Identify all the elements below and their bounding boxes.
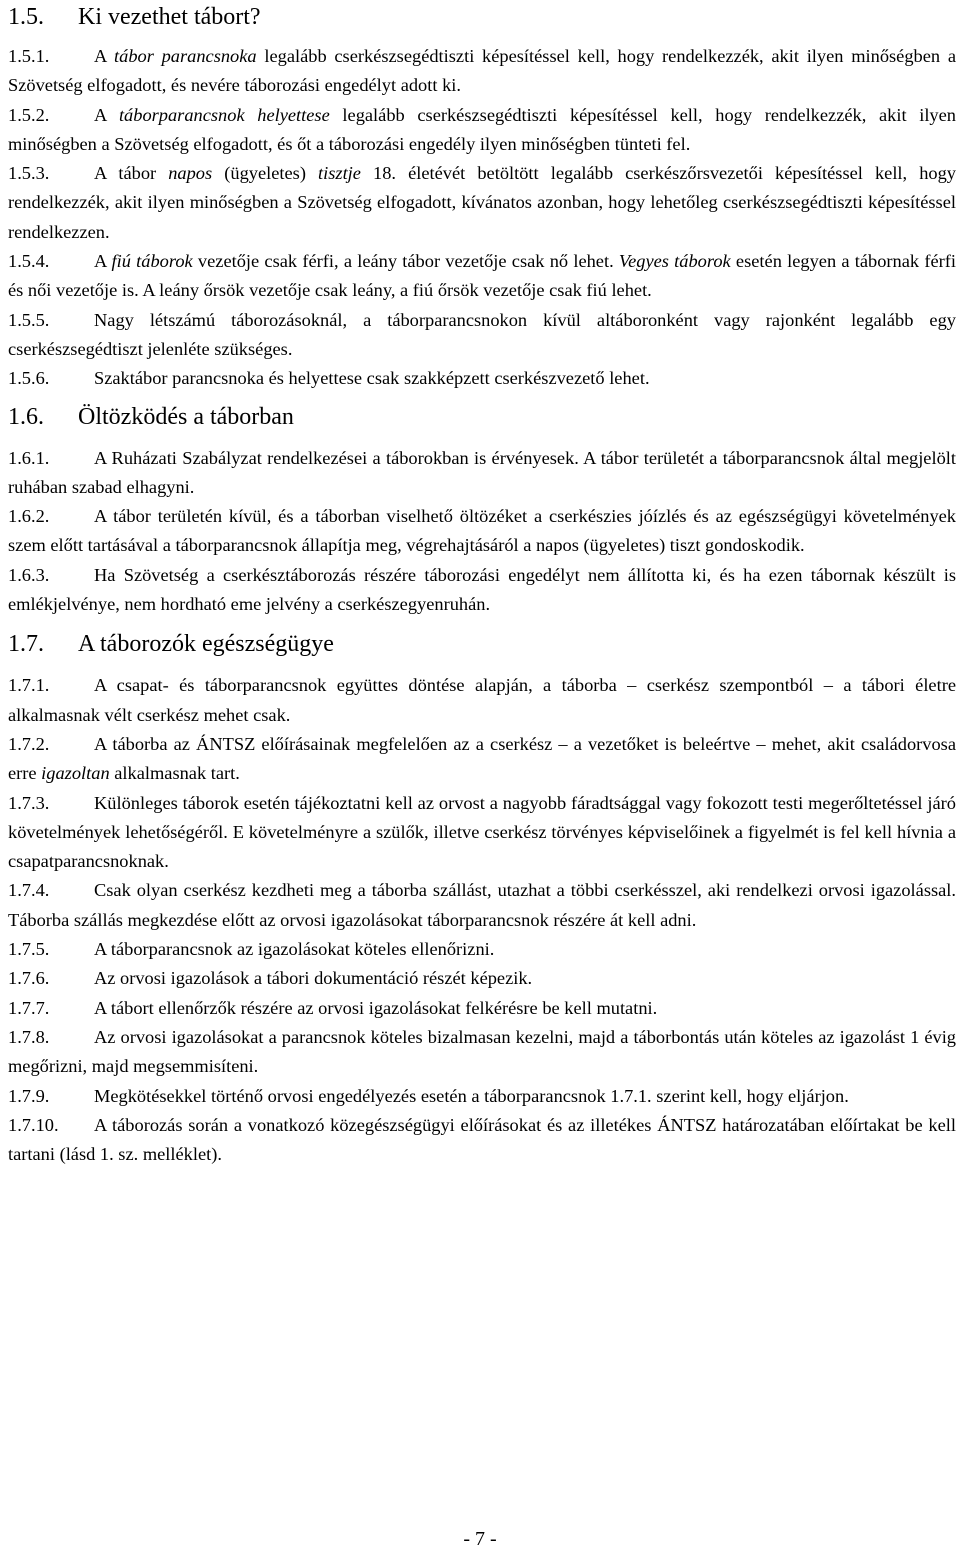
- paragraph-text: legalább cserkészsegédtiszti képesítéssel kell, hogy rendelkezzék, akit ilyen minőségben a Szövetség elfogadott, és őt a táborozási engedély ilyen minőségben tünteti fel.: [8, 104, 956, 154]
- paragraph-number: 1.7.9.: [8, 1085, 50, 1106]
- paragraph-1-6-1: [8, 444, 956, 503]
- paragraph-text: A táborba az ÁNTSZ előírásainak megfelelően az a cserkész – a vezetőket is beleértve – mehet, akit családorvosa erre: [8, 733, 956, 784]
- section-number: 1.6.: [8, 403, 44, 430]
- paragraph-text: legalább cserkészsegédtiszti képesítéssel kell, hogy rendelkezzék, akit ilyen minőségben a Szövetség elfogadott, és nevére táborozási engedélyt adott ki.: [8, 46, 956, 96]
- paragraph-1-6-3: [8, 561, 956, 620]
- paragraph-number: 1.7.2.: [8, 733, 50, 754]
- paragraph-1-7-1: [8, 671, 956, 730]
- paragraph-number: 1.5.3.: [8, 163, 50, 184]
- paragraph-1-7-10: [8, 1111, 956, 1170]
- paragraph-1-7-4: [8, 876, 956, 935]
- paragraph-text: (ügyeletes): [212, 163, 319, 184]
- section-heading-1-5: [8, 2, 956, 32]
- paragraph-text: alkalmasnak tart.: [109, 763, 240, 784]
- paragraph-text: A tábor: [94, 163, 169, 184]
- paragraph-text: Ha Szövetség a cserkésztáborozás részére táborozási engedélyt nem állította ki, és ha ezen tábornak készült is emlékjelvénye, nem hordható eme jelvény a cserkészegyenruhán.: [8, 564, 956, 615]
- paragraph-text: Különleges táborok esetén tájékoztatni kell az orvost a nagyobb fáradtsággal vagy fokozott testi megerőltetéssel járó követelmények lehetőségéről. E követelményre a szülők, illetve cserkész törvényes képviselőinek a figyelmét is fel kell hívnia a csapatparancsnoknak.: [8, 792, 956, 872]
- paragraph-1-5-4: [8, 247, 956, 306]
- emphasized-text: táborparancsnok helyettese: [118, 104, 330, 125]
- paragraph-number: 1.5.5.: [8, 309, 50, 330]
- emphasized-text: fiú táborok: [111, 251, 193, 272]
- paragraph-text: Nagy létszámú táborozásoknál, a táborparancsnokon kívül altáboronként vagy rajonként legalább egy cserkészsegédtiszt jelenléte szükséges.: [8, 309, 956, 359]
- paragraph-text: esetén legyen a tábornak férfi és női vezetője is. A leány őrsök vezetője csak leány, a fiú őrsök vezetője csak fiú lehet.: [8, 251, 956, 301]
- paragraph-1-7-2: [8, 730, 956, 789]
- paragraph-text: Az orvosi igazolások a tábori dokumentáció részét képezik.: [94, 968, 533, 989]
- document-page: [8, 0, 956, 1169]
- paragraph-1-7-8: [8, 1023, 956, 1082]
- paragraph-number: 1.5.4.: [8, 251, 50, 272]
- paragraph-number: 1.7.8.: [8, 1026, 50, 1047]
- paragraph-1-7-5: [8, 935, 956, 964]
- paragraph-text: 18. életévét betöltött legalább cserkészőrsvezetői képesítéssel kell, hogy rendelkezzék, akit ilyen minőségben a Szövetség elfogadott, kívánatos azonban, hogy lehetőleg cserkészsegédtiszti képesítéssel rendelkezzen.: [8, 163, 956, 242]
- paragraph-1-5-3: [8, 159, 956, 247]
- paragraph-number: 1.7.10.: [8, 1114, 59, 1135]
- emphasized-text: napos: [168, 163, 213, 184]
- paragraph-1-7-7: [8, 994, 956, 1023]
- paragraph-1-6-2: [8, 502, 956, 561]
- paragraph-text: Megkötésekkel történő orvosi engedélyezés esetén a táborparancsnok 1.7.1. szerint kell, hogy eljárjon.: [94, 1085, 849, 1106]
- paragraph-1-5-6: [8, 364, 956, 393]
- paragraph-1-7-6: [8, 964, 956, 993]
- page-number: - 7 -: [463, 1528, 497, 1550]
- paragraph-text: A: [94, 251, 112, 272]
- paragraph-number: 1.5.1.: [8, 46, 50, 66]
- section-number: 1.7.: [8, 631, 44, 658]
- paragraph-1-5-2: [8, 101, 956, 160]
- paragraph-1-7-3: [8, 789, 956, 877]
- paragraph-number: 1.7.3.: [8, 792, 50, 813]
- section-heading-1-7: [8, 629, 956, 659]
- paragraph-text: Az orvosi igazolásokat a parancsnok köteles bizalmasan kezelni, majd a táborbontás után köteles az igazolást 1 évig megőrizni, majd megsemmisíteni.: [8, 1026, 956, 1077]
- paragraph-text: A csapat- és táborparancsnok együttes döntése alapján, a táborba – cserkész szempontból – a tábori életre alkalmasnak vélt cserkész mehet csak.: [8, 675, 956, 725]
- section-body-1-7: [8, 671, 956, 1169]
- paragraph-text: vezetője csak férfi, a leány tábor vezetője csak nő lehet.: [192, 251, 619, 272]
- paragraph-1-7-9: [8, 1082, 956, 1111]
- section-title: A táborozók egészségügye: [78, 631, 334, 658]
- paragraph-number: 1.6.3.: [8, 564, 50, 585]
- paragraph-text: A: [94, 104, 119, 125]
- emphasized-text: tábor parancsnoka: [114, 46, 257, 66]
- section-body-1-5: [8, 42, 956, 394]
- paragraph-text: Szaktábor parancsnoka és helyettese csak szakképzett cserkészvezető lehet.: [94, 368, 650, 389]
- paragraph-text: A táborozás során a vonatkozó közegészségügyi előírásokat és az illetékes ÁNTSZ határozatában előírtakat be kell tartani (lásd 1. sz. melléklet).: [8, 1114, 956, 1165]
- paragraph-1-5-5: [8, 306, 956, 365]
- paragraph-1-5-1: [8, 42, 956, 101]
- paragraph-number: 1.7.4.: [8, 880, 50, 901]
- section-title: Ki vezethet tábort?: [78, 4, 261, 30]
- section-number: 1.5.: [8, 4, 44, 30]
- paragraph-number: 1.6.1.: [8, 447, 50, 468]
- paragraph-text: A Ruházati Szabályzat rendelkezései a táborokban is érvényesek. A tábor területét a táborparancsnok által megjelölt ruhában szabad elhagyni.: [8, 447, 956, 497]
- paragraph-number: 1.7.7.: [8, 997, 50, 1018]
- emphasized-text: Vegyes táborok: [618, 251, 731, 272]
- paragraph-number: 1.7.6.: [8, 968, 50, 989]
- emphasized-text: igazoltan: [41, 763, 110, 784]
- paragraph-number: 1.6.2.: [8, 506, 50, 527]
- paragraph-text: Csak olyan cserkész kezdheti meg a táborba szállást, utazhat a többi cserkésszel, aki rendelkezi orvosi igazolással. Táborba szállás megkezdése előtt az orvosi igazolásokat táborparancsnok részére át kell adni.: [8, 880, 956, 930]
- paragraph-number: 1.5.2.: [8, 104, 50, 125]
- section-body-1-6: [8, 444, 956, 620]
- paragraph-text: A: [94, 46, 115, 66]
- emphasized-text: tisztje: [318, 163, 361, 184]
- paragraph-number: 1.5.6.: [8, 368, 50, 389]
- paragraph-number: 1.7.1.: [8, 675, 50, 696]
- paragraph-text: A tábor területén kívül, és a táborban viselhető öltözéket a cserkészies jóízlés és az egészségügyi követelmények szem előtt tartásával a táborparancsnok állapítja meg, végrehajtásáról a napos (ügyeletes) tiszt gondoskodik.: [8, 506, 956, 556]
- paragraph-text: A tábort ellenőrzők részére az orvosi igazolásokat felkérésre be kell mutatni.: [94, 997, 658, 1018]
- paragraph-number: 1.7.5.: [8, 939, 50, 960]
- paragraph-text: A táborparancsnok az igazolásokat köteles ellenőrizni.: [94, 939, 495, 960]
- section-heading-1-6: [8, 402, 956, 432]
- section-title: Öltözködés a táborban: [78, 403, 294, 430]
